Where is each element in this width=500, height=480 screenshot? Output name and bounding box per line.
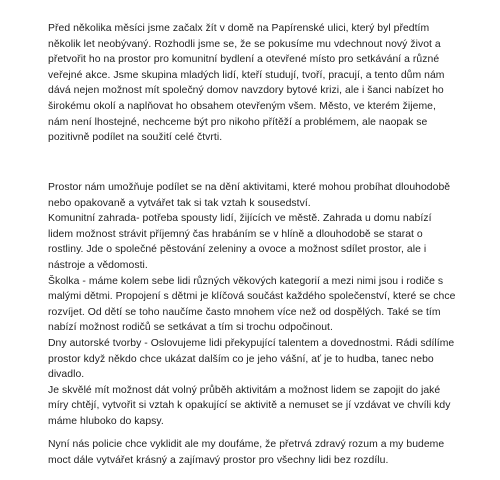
text-line: přetvořit ho na prostor pro komunitní bydlení a otevřené místo pro setkávání a různé bbox=[48, 54, 440, 66]
paragraph-activities bbox=[48, 180, 468, 430]
paragraph-intro bbox=[48, 21, 468, 146]
text-line: míry chtějí, vytvořit si vztah k opakující se aktivitě a nemuset se jí vzdávat ve chvíli kdy bbox=[48, 400, 451, 412]
text-line: malými dětmi. Propojení s dětmi je klíčová součást každého společenství, které se chce bbox=[48, 291, 456, 303]
text-line: Komunitní zahrada- potřeba spousty lidí, žijících ve městě. Zahrada u domu nabízí bbox=[48, 213, 432, 225]
text-line: nástroje a vědomosti. bbox=[48, 259, 148, 271]
text-line: Nyní nás policie chce vyklidit ale my doufáme, že přetrvá zdravý rozum a my budeme bbox=[48, 439, 445, 450]
text-line: moct dále vytvářet krásný a zajímavý prostor pro všechny lidi bez rozdílu. bbox=[48, 454, 389, 466]
paragraph-closing bbox=[48, 437, 468, 468]
text-line: širokému okolí a naplňovat ho obsahem otevřeným všem. Město, ve kterém žijeme, bbox=[48, 100, 436, 112]
text-line: dává nejen možnost mít společný domov navzdory bytové krizi, ale i šanci nabízet ho bbox=[48, 85, 444, 97]
text-line: máme hluboko do kapsy. bbox=[48, 415, 164, 427]
text-line: Před několika měsíci jsme začalx žít v domě na Papírenské ulici, který byl předtím bbox=[48, 23, 430, 34]
text-line: nebo opakovaně a vytvářet tak si tak vztah k sousedství. bbox=[48, 197, 311, 209]
text-line: prostor když někdo chce ukázat dalším co je jeho vášní, ať je to hudba, tanec nebo bbox=[48, 353, 434, 365]
text-line: Prostor nám umožňuje podílet se na dění aktivitami, které mohou probíhat dlouhodobě bbox=[48, 182, 451, 193]
text-line: několik let neobývaný. Rozhodli jsme se, že se pokusíme mu vdechnout nový život a bbox=[48, 38, 441, 50]
text-line: rozvíjet. Od dětí se toho naučíme často mnohem více než od dospělých. Také se tím bbox=[48, 306, 441, 318]
text-line: nabízí možnost rodičů se setkávat a tím si trochu odpočinout. bbox=[48, 322, 333, 334]
text-line: divadlo. bbox=[48, 369, 85, 381]
text-line: Dny autorské tvorby - Oslovujeme lidi překypující talentem a dovednostmi. Rádi sdílíme bbox=[48, 337, 455, 349]
text-line: Školka - máme kolem sebe lidi různých věkových kategorií a mezi nimi jsou i rodiče s bbox=[48, 275, 444, 287]
text-line: Je skvělé mít možnost dát volný průběh aktivitám a možnost lidem se zapojit do jaké bbox=[48, 384, 441, 396]
text-line: nám není lhostejné, nechceme být pro nikoho přítěží a problémem, ale naopak se bbox=[48, 116, 428, 128]
text-line: lidem možnost strávit příjemný čas hrabáním se v hlíně a dlouhodobě se starat o bbox=[48, 228, 423, 240]
text-line: pozitivně podílet na soužití celé čtvrti. bbox=[48, 132, 223, 144]
text-line: rostliny. Jde o společné pěstování zeleniny a ovoce a možnost sdílet prostor, ale i bbox=[48, 244, 427, 256]
text-line: veřejné akce. Jsme skupina mladých lidí, kteří studují, tvoří, pracují, a tento dům nám bbox=[48, 69, 445, 81]
